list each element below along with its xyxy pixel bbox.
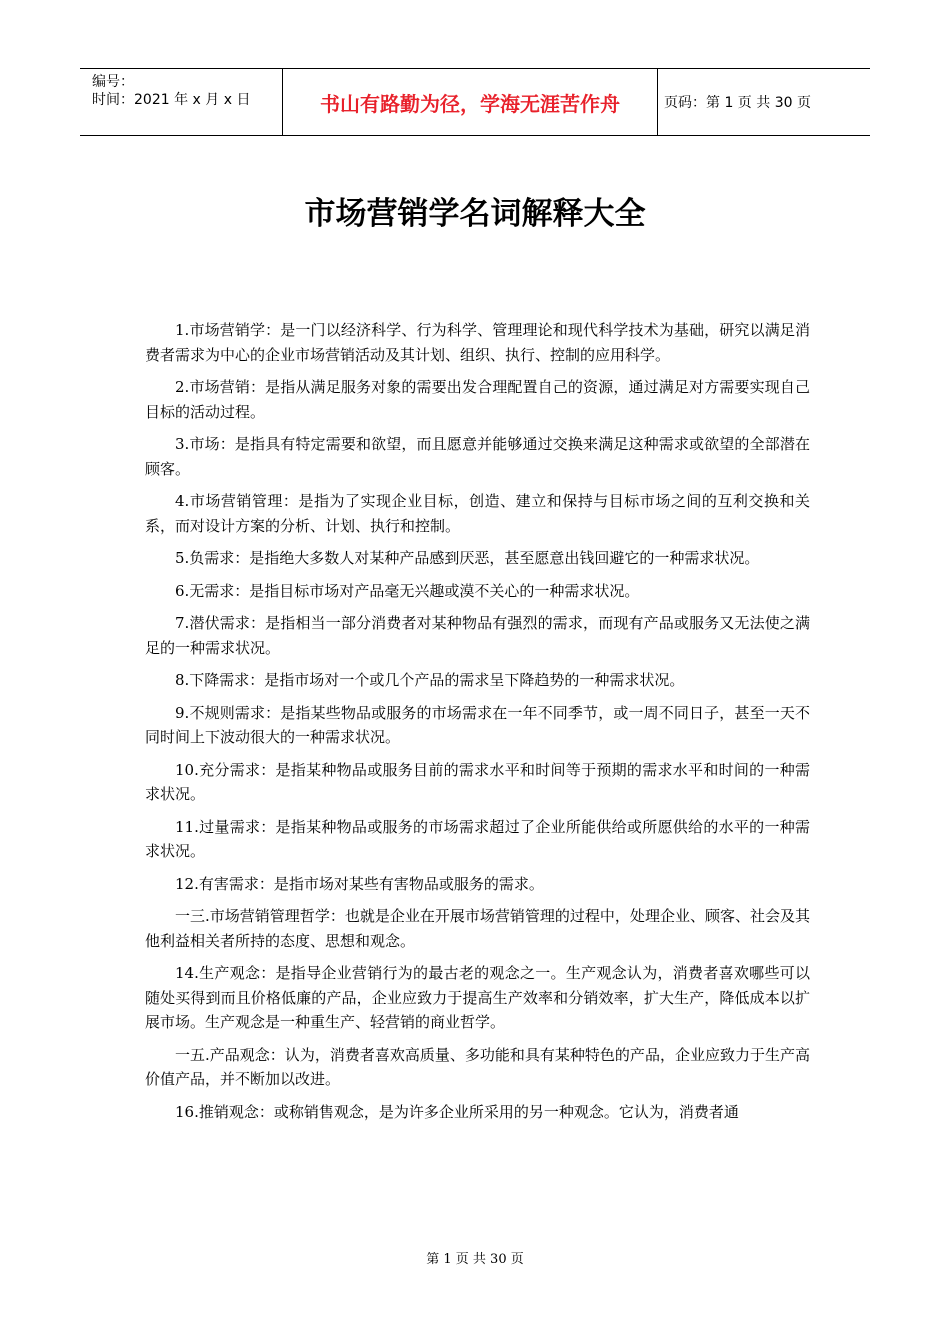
number-label: 编号： — [92, 74, 134, 90]
paragraph: 4.市场营销管理：是指为了实现企业目标，创造、建立和保持与目标市场之间的互利交换和关系，而对设计方案的分析、计划、执行和控制。 — [145, 492, 810, 535]
paragraph: 12.有害需求：是指市场对某些有害物品或服务的需求。 — [175, 874, 544, 893]
paragraph: 2.市场营销：是指从满足服务对象的需要出发合理配置自己的资源，通过满足对方需要实现自己目标的活动过程。 — [145, 378, 810, 421]
paragraph: 一五.产品观念：认为，消费者喜欢高质量、多功能和具有某种特色的产品，企业应致力于生产高价值产品，并不断加以改进。 — [145, 1045, 810, 1088]
document-header — [80, 68, 870, 136]
document-title: 市场营销学名词解释大全 — [304, 196, 646, 232]
paragraph: 10.充分需求：是指某种物品或服务目前的需求水平和时间等于预期的需求水平和时间的一种需求状况。 — [145, 760, 810, 803]
paragraph: 8.下降需求：是指市场对一个或几个产品的需求呈下降趋势的一种需求状况。 — [175, 671, 685, 689]
paragraph: 11.过量需求：是指某种物品或服务的市场需求超过了企业所能供给或所愿供给的水平的一种需求状况。 — [145, 817, 810, 860]
paragraph: 7.潜伏需求：是指相当一部分消费者对某种物品有强烈的需求，而现有产品或服务又无法使之满足的一种需求状况。 — [145, 614, 810, 657]
paragraph: 5.负需求：是指绝大多数人对某种产品感到厌恶，甚至愿意出钱回避它的一种需求状况。 — [175, 549, 760, 567]
time-label: 时间：2021 年 x 月 x 日 — [92, 92, 251, 108]
paragraph: 6.无需求：是指目标市场对产品毫无兴趣或漠不关心的一种需求状况。 — [175, 581, 640, 600]
paragraph: 14.生产观念：是指导企业营销行为的最古老的观念之一。生产观念认为，消费者喜欢哪些可以随处买得到而且价格低廉的产品，企业应致力于提高生产效率和分销效率，扩大生产，降低成本以扩展市场。生产观念是一种重生产、轻营销的商业哲学。 — [145, 964, 810, 1031]
paragraph: 一三.市场营销管理哲学：也就是企业在开展市场营销管理的过程中，处理企业、顾客、社会及其他利益相关者所持的态度、思想和观念。 — [145, 907, 810, 950]
page-footer: 第 1 页 共 30 页 — [426, 1252, 524, 1267]
document-body — [145, 318, 810, 1132]
header-page-label: 页码：第 1 页 共 30 页 — [664, 95, 811, 111]
paragraph: 1.市场营销学：是一门以经济科学、行为科学、管理理论和现代科学技术为基础，研究以满足消费者需求为中心的企业市场营销活动及其计划、组织、执行、控制的应用科学。 — [145, 321, 810, 364]
header-motto: 书山有路勤为径，学海无涯苦作舟 — [282, 69, 658, 135]
paragraph: 16.推销观念：或称销售观念，是为许多企业所采用的另一种观念。它认为，消费者通 — [175, 1102, 739, 1121]
paragraph: 9.不规则需求：是指某些物品或服务的市场需求在一年不同季节，或一周不同日子，甚至一天不同时间上下波动很大的一种需求状况。 — [145, 703, 810, 746]
header-meta — [80, 69, 282, 135]
paragraph: 3.市场：是指具有特定需要和欲望，而且愿意并能够通过交换来满足这种需求或欲望的全部潜在顾客。 — [145, 435, 810, 478]
